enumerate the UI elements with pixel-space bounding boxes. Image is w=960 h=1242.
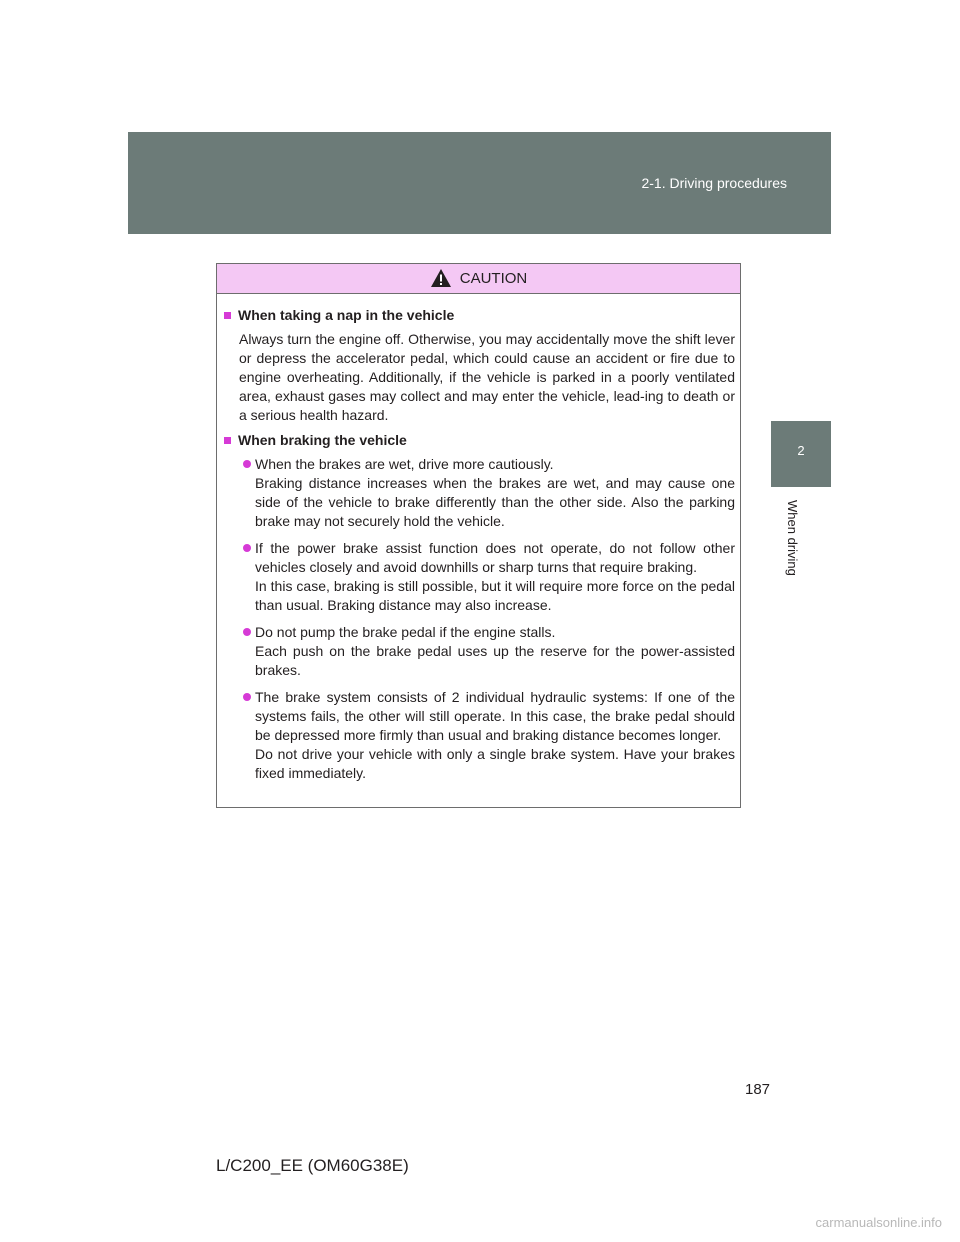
- list-item: [230, 623, 735, 680]
- page-number: 187: [745, 1081, 771, 1098]
- topic-paragraph: Always turn the engine off. Otherwise, you may accidentally move the shift lever or depress the accelerator pedal, which could cause an accident or fire due to engine overheating. Additionally, if the vehicle is parked in a poorly ventilated area, exhaust gases may collect and may enter the vehicle, lead-ing to death or a serious health hazard.: [239, 331, 735, 423]
- chapter-label: When driving: [785, 500, 800, 576]
- caution-body: [217, 294, 740, 783]
- bullet-line: When the brakes are wet, drive more cautiously.: [255, 456, 554, 472]
- bullet-line: Each push on the brake pedal uses up the reserve for the power-assisted brakes.: [255, 643, 735, 678]
- chapter-tab: [771, 421, 831, 487]
- bullet-line: Do not pump the brake pedal if the engine stalls.: [255, 624, 556, 640]
- caution-title: CAUTION: [459, 270, 528, 287]
- topic-nap: [224, 306, 735, 425]
- section-title: 2-1. Driving procedures: [641, 175, 787, 191]
- round-bullet-icon: [243, 460, 251, 468]
- topic-title-text: When braking the vehicle: [238, 432, 407, 448]
- topic-title: [224, 431, 735, 450]
- topic-braking: [224, 431, 735, 783]
- bullet-line: The brake system consists of 2 individual hydraulic systems: If one of the systems fails, the other will still operate. In this case, the brake pedal should be depressed more firmly than usual and braking distance becomes longer.: [255, 689, 735, 743]
- list-item: [230, 455, 735, 531]
- square-bullet-icon: [224, 312, 231, 319]
- round-bullet-icon: [243, 628, 251, 636]
- bullet-line: In this case, braking is still possible, but it will require more force on the pedal than usual. Braking distance may also increase.: [255, 578, 735, 613]
- list-item: [230, 539, 735, 615]
- caution-box: [216, 263, 741, 808]
- warning-triangle-icon: [430, 268, 452, 288]
- chapter-number: 2: [797, 443, 805, 458]
- round-bullet-icon: [243, 693, 251, 701]
- round-bullet-icon: [243, 544, 251, 552]
- topic-title-text: When taking a nap in the vehicle: [238, 307, 455, 323]
- header-band: [128, 132, 831, 234]
- bullet-line: If the power brake assist function does not operate, do not follow other vehicles closely and avoid downhills or sharp turns that require braking.: [255, 540, 735, 575]
- square-bullet-icon: [224, 437, 231, 444]
- topic-title: [224, 306, 735, 325]
- list-item: [230, 688, 735, 783]
- document-code: L/C200_EE (OM60G38E): [216, 1156, 409, 1175]
- caution-header: [217, 264, 740, 294]
- bullet-line: Braking distance increases when the brakes are wet, and may cause one side of the vehicle to brake differently than the other side. Also the parking brake may not securely hold the vehicle.: [255, 475, 735, 529]
- watermark: carmanualsonline.info: [815, 1215, 942, 1230]
- bullet-line: Do not drive your vehicle with only a single brake system. Have your brakes fixed immediately.: [255, 746, 735, 781]
